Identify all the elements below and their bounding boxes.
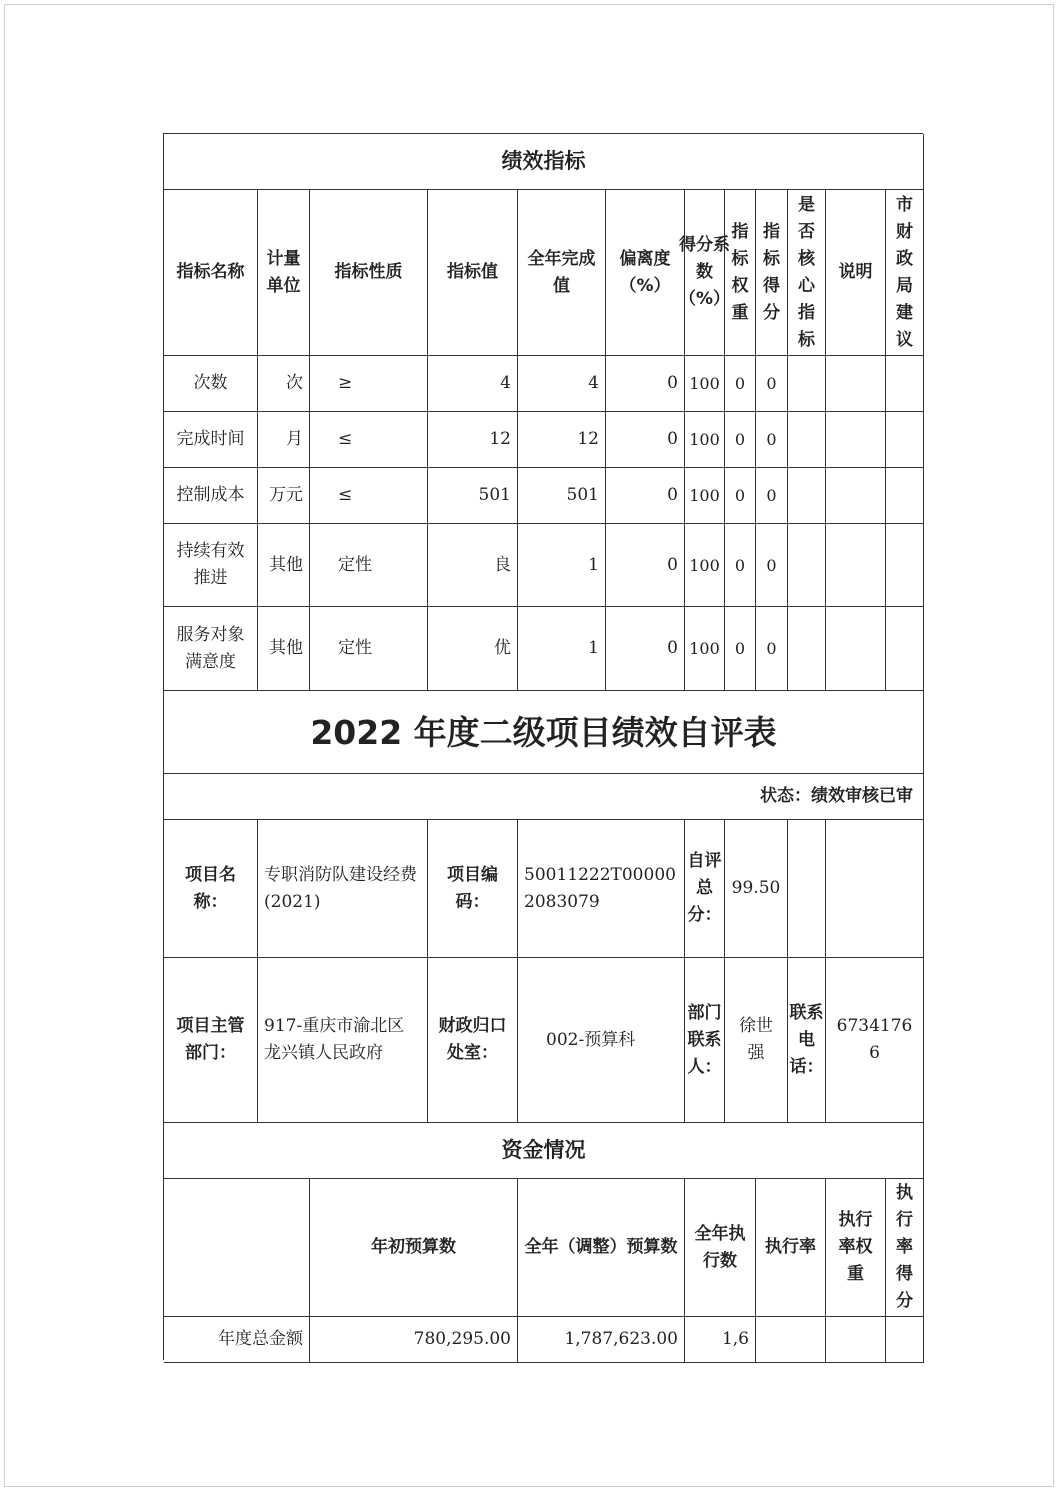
contact-value: 徐世强 — [725, 958, 788, 1123]
funds-row-executed: 1,6 — [685, 1317, 756, 1363]
funds-header-rate-score: 执行率得分 — [886, 1179, 924, 1317]
table-row-coefficient: 100 — [685, 607, 725, 691]
table-row-weight: 0 — [725, 468, 756, 524]
table-row-unit: 月 — [258, 412, 310, 468]
table-row-completed: 1 — [518, 607, 606, 691]
self-score-value: 99.50 — [725, 820, 788, 958]
table-row-note — [826, 468, 886, 524]
dept-value: 917-重庆市渝北区龙兴镇人民政府 — [258, 958, 428, 1123]
funds-row-rate-weight — [826, 1317, 886, 1363]
table-row-advice — [886, 524, 924, 607]
report-status: 状态：绩效审核已审 — [164, 774, 924, 820]
project-code-value: 50011222T000002083079 — [518, 820, 685, 958]
table-row-score: 0 — [756, 356, 788, 412]
table-row-nature: ≤ — [310, 468, 428, 524]
funds-header-rate: 执行率 — [756, 1179, 826, 1317]
table-row-nature: 定性 — [310, 524, 428, 607]
table-row-completed: 12 — [518, 412, 606, 468]
funds-section-title: 资金情况 — [164, 1123, 924, 1179]
self-score-label: 自评总分： — [685, 820, 725, 958]
finance-office-label: 财政归口处室： — [428, 958, 518, 1123]
header-completed: 全年完成值 — [518, 190, 606, 356]
table-row-core — [788, 412, 826, 468]
funds-row-adjusted: 1,787,623.00 — [518, 1317, 685, 1363]
table-row-name: 持续有效推进 — [164, 524, 258, 607]
table-row-completed: 501 — [518, 468, 606, 524]
table-row-target: 4 — [428, 356, 518, 412]
contact-label: 部门联系人： — [685, 958, 725, 1123]
table-row-target: 优 — [428, 607, 518, 691]
table-row-target: 12 — [428, 412, 518, 468]
table-row-weight: 0 — [725, 607, 756, 691]
table-row-weight: 0 — [725, 524, 756, 607]
header-unit: 计量单位 — [258, 190, 310, 356]
header-core: 是否核心指标 — [788, 190, 826, 356]
project-name-value: 专职消防队建设经费(2021) — [258, 820, 428, 958]
table-row-deviation: 0 — [606, 607, 685, 691]
table-row-completed: 4 — [518, 356, 606, 412]
table-row-note — [826, 524, 886, 607]
table-row-name: 服务对象满意度 — [164, 607, 258, 691]
table-row-score: 0 — [756, 607, 788, 691]
table-row-advice — [886, 607, 924, 691]
funds-header-rate-weight: 执行率权重 — [826, 1179, 886, 1317]
header-target: 指标值 — [428, 190, 518, 356]
table-row-unit: 万元 — [258, 468, 310, 524]
funds-header-blank — [164, 1179, 310, 1317]
table-row-coefficient: 100 — [685, 468, 725, 524]
table-row-note — [826, 356, 886, 412]
funds-row-label: 年度总金额 — [164, 1317, 310, 1363]
evaluation-table — [163, 133, 923, 1360]
table-row-score: 0 — [756, 412, 788, 468]
header-coefficient: 得分系数（%） — [685, 190, 725, 356]
table-row-target: 良 — [428, 524, 518, 607]
header-weight: 指标权重 — [725, 190, 756, 356]
table-row-advice — [886, 356, 924, 412]
table-row-note — [826, 607, 886, 691]
funds-header-adjusted: 全年（调整）预算数 — [518, 1179, 685, 1317]
table-row-nature: ≥ — [310, 356, 428, 412]
table-row-nature: 定性 — [310, 607, 428, 691]
table-row-score: 0 — [756, 524, 788, 607]
blank-cell — [788, 820, 826, 958]
table-row-deviation: 0 — [606, 356, 685, 412]
funds-header-executed: 全年执行数 — [685, 1179, 756, 1317]
report-title: 2022 年度二级项目绩效自评表 — [164, 691, 924, 774]
table-row-core — [788, 607, 826, 691]
table-row-unit: 次 — [258, 356, 310, 412]
header-indicator-name: 指标名称 — [164, 190, 258, 356]
table-row-weight: 0 — [725, 412, 756, 468]
table-row-core — [788, 524, 826, 607]
project-name-label: 项目名称： — [164, 820, 258, 958]
project-code-label: 项目编码： — [428, 820, 518, 958]
header-nature: 指标性质 — [310, 190, 428, 356]
table-row-note — [826, 412, 886, 468]
table-row-advice — [886, 468, 924, 524]
table-row-deviation: 0 — [606, 468, 685, 524]
finance-office-value: 002-预算科 — [518, 958, 685, 1123]
header-advice: 市财政局建议 — [886, 190, 924, 356]
header-deviation: 偏离度（%） — [606, 190, 685, 356]
funds-header-initial: 年初预算数 — [310, 1179, 518, 1317]
header-score: 指标得分 — [756, 190, 788, 356]
table-row-completed: 1 — [518, 524, 606, 607]
evaluation-sheet — [163, 133, 923, 1360]
table-row-deviation: 0 — [606, 524, 685, 607]
header-note: 说明 — [826, 190, 886, 356]
table-row-score: 0 — [756, 468, 788, 524]
dept-label: 项目主管部门： — [164, 958, 258, 1123]
phone-label: 联系电话： — [788, 958, 826, 1123]
table-row-target: 501 — [428, 468, 518, 524]
phone-value: 67341766 — [826, 958, 924, 1123]
table-row-deviation: 0 — [606, 412, 685, 468]
table-row-name: 完成时间 — [164, 412, 258, 468]
table-row-coefficient: 100 — [685, 412, 725, 468]
funds-row-rate — [756, 1317, 826, 1363]
table-row-nature: ≤ — [310, 412, 428, 468]
table-row-core — [788, 468, 826, 524]
table-row-name: 次数 — [164, 356, 258, 412]
table-row-name: 控制成本 — [164, 468, 258, 524]
table-row-coefficient: 100 — [685, 356, 725, 412]
funds-row-rate-score — [886, 1317, 924, 1363]
table-row-weight: 0 — [725, 356, 756, 412]
table-row-advice — [886, 412, 924, 468]
blank-cell — [826, 820, 924, 958]
perf-section-title: 绩效指标 — [164, 134, 924, 190]
funds-row-initial: 780,295.00 — [310, 1317, 518, 1363]
table-row-core — [788, 356, 826, 412]
table-row-coefficient: 100 — [685, 524, 725, 607]
table-row-unit: 其他 — [258, 524, 310, 607]
table-row-unit: 其他 — [258, 607, 310, 691]
